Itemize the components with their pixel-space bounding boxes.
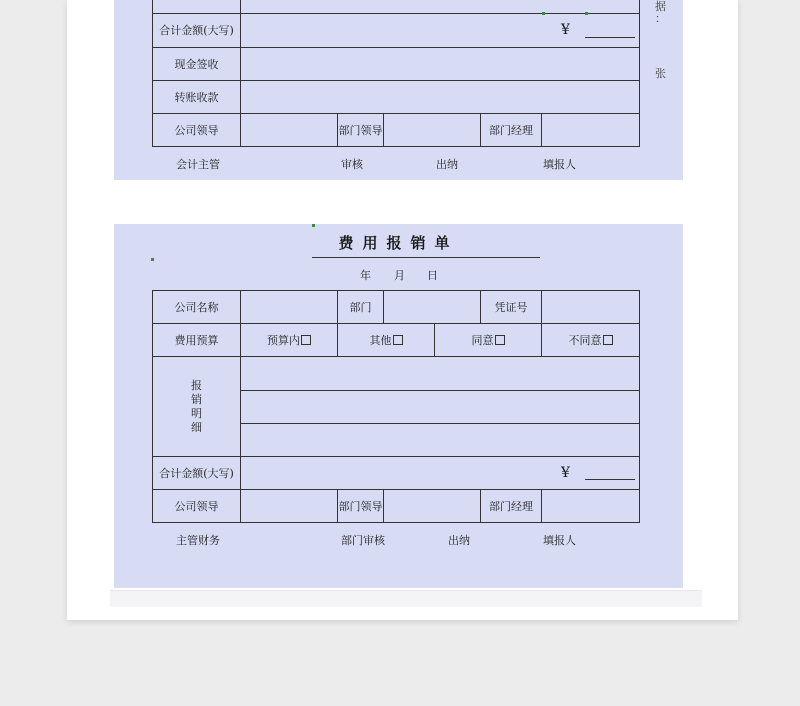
table-row [153,80,640,113]
amount-underline [585,37,635,38]
reimbursement-form-bottom [114,224,683,588]
dept-leader-field[interactable] [384,114,481,147]
dept-leader-field[interactable] [384,490,481,523]
footer-cashier: 出纳 [448,534,470,547]
yen-symbol: ¥ [561,465,570,482]
reimbursement-form-top [114,0,683,180]
footer-finance-supervisor: 主管财务 [176,534,220,547]
total-amount-field[interactable] [241,14,640,47]
total-amount-field[interactable] [241,456,640,489]
amount-underline [585,479,635,480]
other-label: 其他 [369,334,392,348]
within-budget-checkbox[interactable] [301,335,311,345]
company-name-label: 公司名称 [153,291,241,324]
footer-cashier: 出纳 [436,158,458,171]
reimbursement-detail-label [153,357,241,457]
disagree-option[interactable] [542,324,640,357]
agree-checkbox[interactable] [495,335,505,345]
expense-budget-label: 费用预算 [153,324,241,357]
table-row [153,14,640,47]
green-mark [542,12,545,15]
department-label: 部门 [338,291,384,324]
label-cell [153,0,241,14]
side-note: ： [655,12,666,25]
dept-manager-field[interactable] [542,114,640,147]
company-leader-label: 公司领导 [153,114,241,147]
table-row [153,114,640,147]
total-amount-label: 合计金额(大写) [153,14,241,47]
footer-preparer: 填报人 [543,534,576,547]
table-row [153,324,640,357]
input-cell[interactable] [241,0,640,14]
department-field[interactable] [384,291,481,324]
dept-manager-label: 部门经理 [481,490,542,523]
detail-char: 销 [191,392,202,406]
company-leader-field[interactable] [241,490,338,523]
date-year: 年 [360,269,371,282]
form-bottom-table [152,290,640,523]
title-underline [312,257,540,258]
other-checkbox[interactable] [393,335,403,345]
voucher-no-label: 凭证号 [481,291,542,324]
cash-sign-field[interactable] [241,47,640,80]
form-title: 费用报销单 [338,234,459,252]
other-option[interactable] [338,324,435,357]
transfer-label: 转账收款 [153,80,241,113]
table-row [153,0,640,14]
green-mark [312,224,315,227]
company-leader-label: 公司领导 [153,490,241,523]
disagree-label: 不同意 [568,334,602,348]
total-amount-label: 合计金额(大写) [153,456,241,489]
table-row [153,47,640,80]
date-day: 日 [427,269,438,282]
transfer-field[interactable] [241,80,640,113]
detail-line-2[interactable] [241,390,640,423]
cash-sign-label: 现金签收 [153,47,241,80]
green-mark [585,12,588,15]
table-row [153,490,640,523]
detail-char: 明 [191,406,202,420]
voucher-no-field[interactable] [542,291,640,324]
agree-label: 同意 [471,334,494,348]
form-top-table [152,0,640,147]
table-row [153,456,640,489]
company-leader-field[interactable] [241,114,338,147]
footer-accounting-supervisor: 会计主管 [176,158,220,171]
dept-leader-label: 部门领导 [338,490,384,523]
detail-char: 报 [191,378,202,392]
footer-dept-review: 部门审核 [341,534,385,547]
side-note: 张 [655,67,666,80]
dept-manager-label: 部门经理 [481,114,542,147]
detail-char: 细 [191,420,202,434]
detail-line-1[interactable] [241,357,640,390]
detail-line-3[interactable] [241,423,640,456]
footer-preparer: 填报人 [543,158,576,171]
side-note: 据 [655,0,666,13]
company-name-field[interactable] [241,291,338,324]
next-page-edge [110,590,702,607]
dept-manager-field[interactable] [542,490,640,523]
date-month: 月 [394,269,405,282]
footer-review: 审核 [341,158,363,171]
table-row [153,291,640,324]
table-row [153,357,640,390]
within-budget-option[interactable] [241,324,338,357]
disagree-checkbox[interactable] [603,335,613,345]
green-mark [151,258,154,261]
dept-leader-label: 部门领导 [338,114,384,147]
within-budget-label: 预算内 [267,334,300,348]
yen-symbol: ¥ [561,22,570,39]
agree-option[interactable] [435,324,542,357]
